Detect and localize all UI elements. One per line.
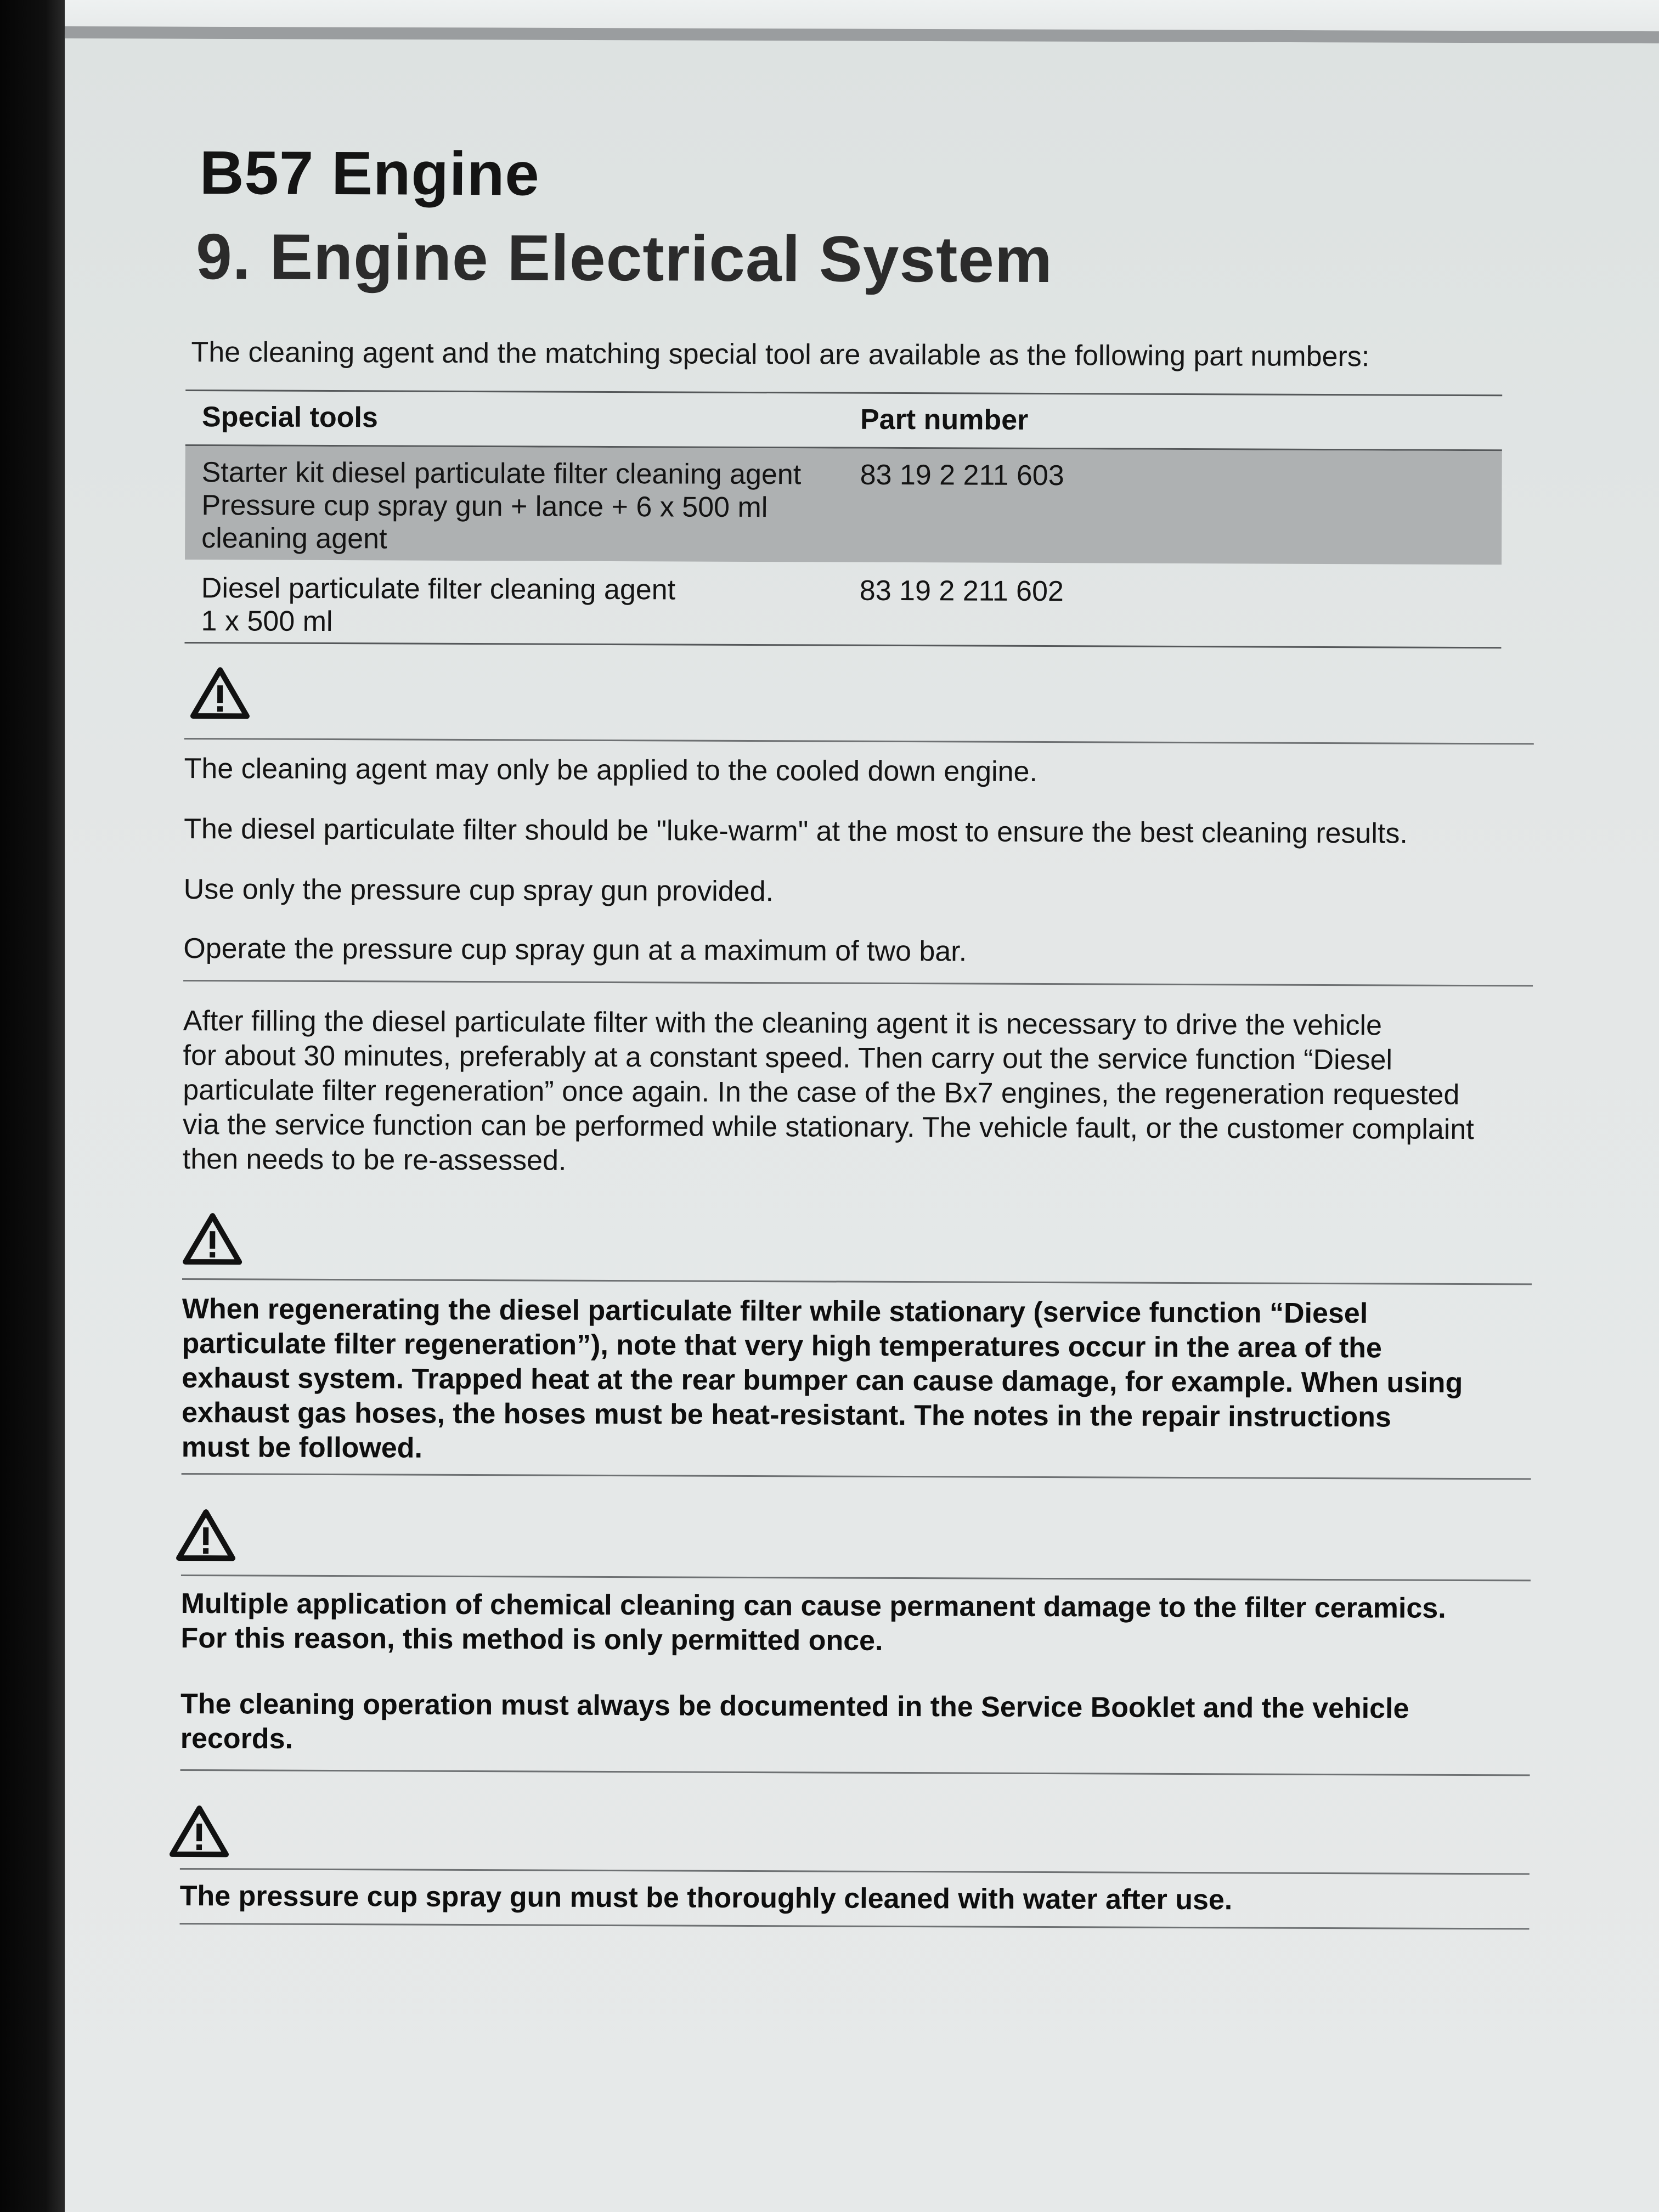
paragraph-line: For this reason, this method is only permitted once. [180, 1622, 883, 1657]
paragraph-line: After filling the diesel particulate filter with the cleaning agent it is necessary to drive the vehicle [183, 1005, 1383, 1042]
warning-triangle-icon [182, 1212, 242, 1265]
warning-text: The diesel particulate filter should be "luke-warm" at the most to ensure the best cleaning results. [184, 812, 1408, 850]
table-cell-part-number: 83 19 2 211 602 [859, 574, 1064, 608]
table-header-special-tools: Special tools [201, 401, 378, 434]
warning-triangle-icon [190, 667, 250, 719]
intro-text: The cleaning agent and the matching special tool are available as the following part numbers: [191, 336, 1370, 373]
paragraph-line: for about 30 minutes, preferably at a constant speed. Then carry out the service function “Diesel [183, 1039, 1393, 1076]
table-row [184, 560, 1502, 647]
warning-text-bold [182, 1292, 1532, 1470]
paragraph-line: must be followed. [181, 1431, 423, 1464]
warning-text-bold [180, 1687, 1530, 1761]
warning-text-bold [180, 1587, 1530, 1661]
paragraph-line: Multiple application of chemical cleaning can cause permanent damage to the filter ceramics. [180, 1587, 1446, 1624]
paragraph-line: then needs to be re-assessed. [182, 1143, 567, 1177]
table-cell-tool [201, 456, 801, 557]
table-row [185, 446, 1502, 565]
tool-line: cleaning agent [201, 522, 387, 555]
body-paragraph [183, 1004, 1533, 1182]
paragraph-line: exhaust gas hoses, the hoses must be heat-resistant. The notes in the repair instructions [181, 1396, 1391, 1434]
warning-text: Use only the pressure cup spray gun provided. [183, 873, 774, 908]
paragraph-line: via the service function can be performed while stationary. The vehicle fault, or the customer complaint [182, 1108, 1474, 1146]
tool-line: Starter kit diesel particulate filter cleaning agent [201, 456, 802, 491]
document-title: B57 Engine [199, 138, 540, 208]
paragraph-line: particulate filter regeneration”), note that very high temperatures occur in the area of the [182, 1327, 1383, 1364]
paragraph-line: The cleaning operation must always be documented in the Service Booklet and the vehicle [180, 1688, 1409, 1725]
warning-text: Operate the pressure cup spray gun at a maximum of two bar. [183, 932, 967, 968]
paragraph-line: particulate filter regeneration” once again. In the case of the Bx7 engines, the regeneration requested [183, 1074, 1460, 1111]
warning-text-bold: The pressure cup spray gun must be thoroughly cleaned with water after use. [179, 1880, 1233, 1916]
table-cell-tool [201, 572, 675, 639]
warning-triangle-icon [169, 1805, 229, 1858]
paragraph-line: When regenerating the diesel particulate filter while stationary (service function “Diesel [182, 1293, 1368, 1330]
device-bezel [0, 0, 65, 2212]
warning-text: The cleaning agent may only be applied to the cooled down engine. [184, 752, 1038, 788]
tool-line: 1 x 500 ml [201, 605, 333, 638]
tool-line: Pressure cup spray gun + lance + 6 x 500 ml [201, 489, 768, 524]
table-cell-part-number: 83 19 2 211 603 [860, 459, 1064, 492]
warning-triangle-icon [176, 1509, 236, 1561]
section-title: 9. Engine Electrical System [195, 221, 1053, 297]
table-header-part-number: Part number [860, 403, 1029, 436]
paragraph-line: exhaust system. Trapped heat at the rear bumper can cause damage, for example. When using [182, 1362, 1463, 1399]
tool-line: Diesel particulate filter cleaning agent [201, 572, 676, 606]
paragraph-line: records. [180, 1722, 294, 1755]
